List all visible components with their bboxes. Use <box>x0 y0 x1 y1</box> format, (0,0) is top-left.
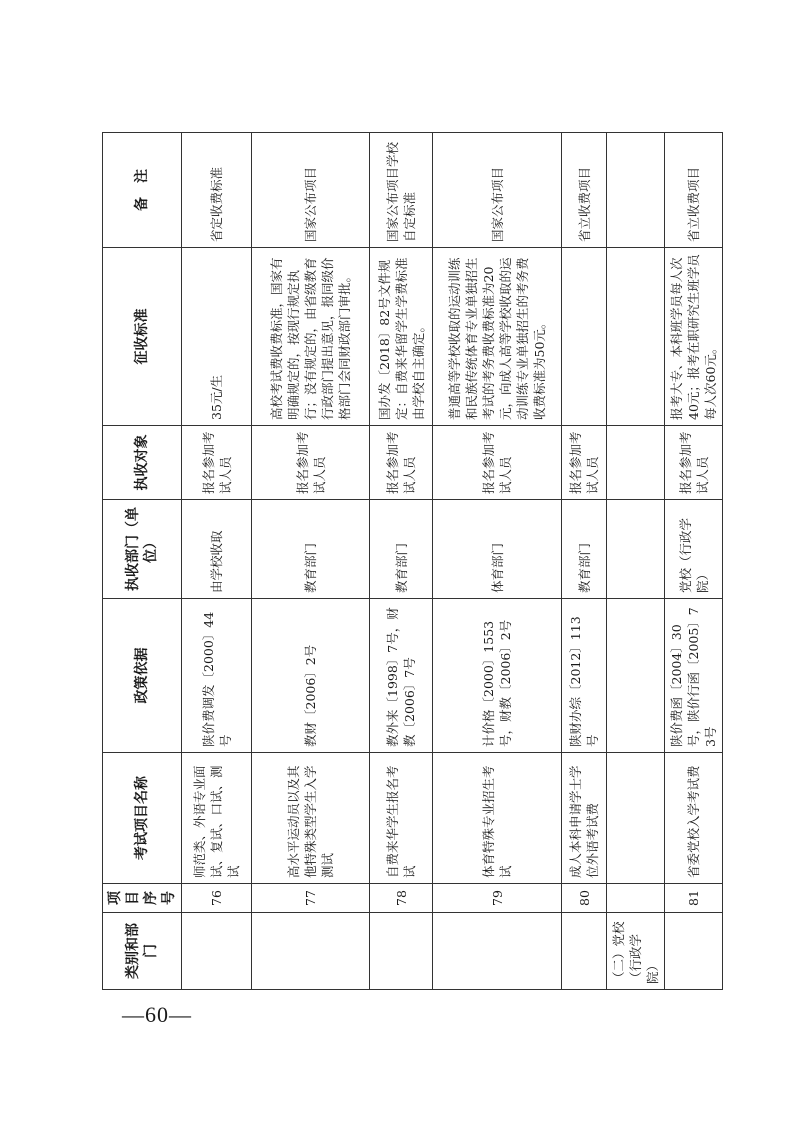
cell-name <box>607 753 665 884</box>
cell-category <box>665 913 723 990</box>
cell-seq: 81 <box>665 884 723 913</box>
cell-target <box>607 426 665 500</box>
cell-seq: 76 <box>182 884 252 913</box>
cell-remark: 省定收费标准 <box>182 133 252 248</box>
cell-target: 报名参加考试人员 <box>562 426 607 500</box>
cell-dept: 教育部门 <box>370 500 433 599</box>
cell-name: 成人本科申请学士学位外语考试费 <box>562 753 607 884</box>
cell-target: 报名参加考试人员 <box>665 426 723 500</box>
cell-standard: 高校考试费收费标准，国家有明确规定的，按现行规定执行；没有规定的，由省级教育行政部门提出意见，报同级价格部门会同财政部门审批。 <box>252 248 370 426</box>
cell-target: 报名参加考试人员 <box>433 426 562 500</box>
header-category: 类别和部门 <box>103 913 182 990</box>
cell-standard: 报考大专、本科班学员每人次40元；报考在职研究生班学员每人次60元。 <box>665 248 723 426</box>
header-remark: 备 注 <box>103 133 182 248</box>
header-dept: 执收部门（单位） <box>103 500 182 599</box>
cell-dept: 体育部门 <box>433 500 562 599</box>
cell-category <box>433 913 562 990</box>
cell-standard: 普通高等学校收取的运动训练和民族传统体育专业单独招生考试的考务费收费标准为20元，向成人高等学校收取的运动训练专业单独招生的考务费收费标准为50元。 <box>433 248 562 426</box>
cell-category <box>252 913 370 990</box>
header-basis: 政策依据 <box>103 599 182 753</box>
cell-remark <box>607 133 665 248</box>
header-name: 考试项目名称 <box>103 753 182 884</box>
header-target: 执收对象 <box>103 426 182 500</box>
header-seq: 项目序号 <box>103 884 182 913</box>
cell-standard: 35元/生 <box>182 248 252 426</box>
cell-remark: 国家公布项目 <box>252 133 370 248</box>
cell-seq: 77 <box>252 884 370 913</box>
table-row <box>182 133 252 990</box>
cell-basis: 教外来〔1998〕7号，财教〔2006〕7号 <box>370 599 433 753</box>
header-standard: 征收标准 <box>103 248 182 426</box>
cell-seq: 78 <box>370 884 433 913</box>
cell-standard: 国办发〔2018〕82号文件规定：自费来华留学生学费标准由学校自主确定。 <box>370 248 433 426</box>
cell-seq <box>607 884 665 913</box>
cell-dept: 教育部门 <box>252 500 370 599</box>
cell-name: 省委党校入学考试费 <box>665 753 723 884</box>
cell-dept: 党校（行政学院） <box>665 500 723 599</box>
cell-remark: 省立收费项目 <box>665 133 723 248</box>
cell-basis: 陕价费调发〔2000〕44号 <box>182 599 252 753</box>
table-row <box>433 133 562 990</box>
exam-fee-table <box>102 132 723 990</box>
cell-dept <box>607 500 665 599</box>
cell-basis <box>607 599 665 753</box>
cell-dept: 由学校收取 <box>182 500 252 599</box>
cell-basis: 陕财办综〔2012〕113号 <box>562 599 607 753</box>
cell-seq: 80 <box>562 884 607 913</box>
cell-name: 高水平运动员以及其他特殊类型学生入学测试 <box>252 753 370 884</box>
cell-name: 自费来华学生报名考试 <box>370 753 433 884</box>
cell-name: 师范类、外语专业面试、复试、口试、测试 <box>182 753 252 884</box>
cell-basis: 计价格〔2000〕1553号，财教〔2006〕2号 <box>433 599 562 753</box>
cell-name: 体育特殊专业招生考试 <box>433 753 562 884</box>
cell-dept: 教育部门 <box>562 500 607 599</box>
cell-remark: 省立收费项目 <box>562 133 607 248</box>
cell-category <box>182 913 252 990</box>
table-header-row <box>103 133 182 990</box>
cell-category <box>562 913 607 990</box>
table-row <box>607 133 665 990</box>
fee-table-rotated <box>102 133 718 990</box>
cell-category <box>370 913 433 990</box>
table-row <box>665 133 723 990</box>
cell-standard <box>607 248 665 426</box>
table-row <box>562 133 607 990</box>
page-number: —60— <box>122 1002 192 1027</box>
cell-seq: 79 <box>433 884 562 913</box>
cell-basis: 陕价费函〔2004〕30号，陕价行函〔2005〕73号 <box>665 599 723 753</box>
cell-standard <box>562 248 607 426</box>
cell-remark: 国家公布项目 <box>433 133 562 248</box>
cell-target: 报名参加考试人员 <box>370 426 433 500</box>
cell-remark: 国家公布项目学校自定标准 <box>370 133 433 248</box>
cell-basis: 教财〔2006〕2号 <box>252 599 370 753</box>
cell-target: 报名参加考试人员 <box>182 426 252 500</box>
cell-category: （二）党校（行政学院） <box>607 913 665 990</box>
table-row <box>252 133 370 990</box>
cell-target: 报名参加考试人员 <box>252 426 370 500</box>
table-row <box>370 133 433 990</box>
